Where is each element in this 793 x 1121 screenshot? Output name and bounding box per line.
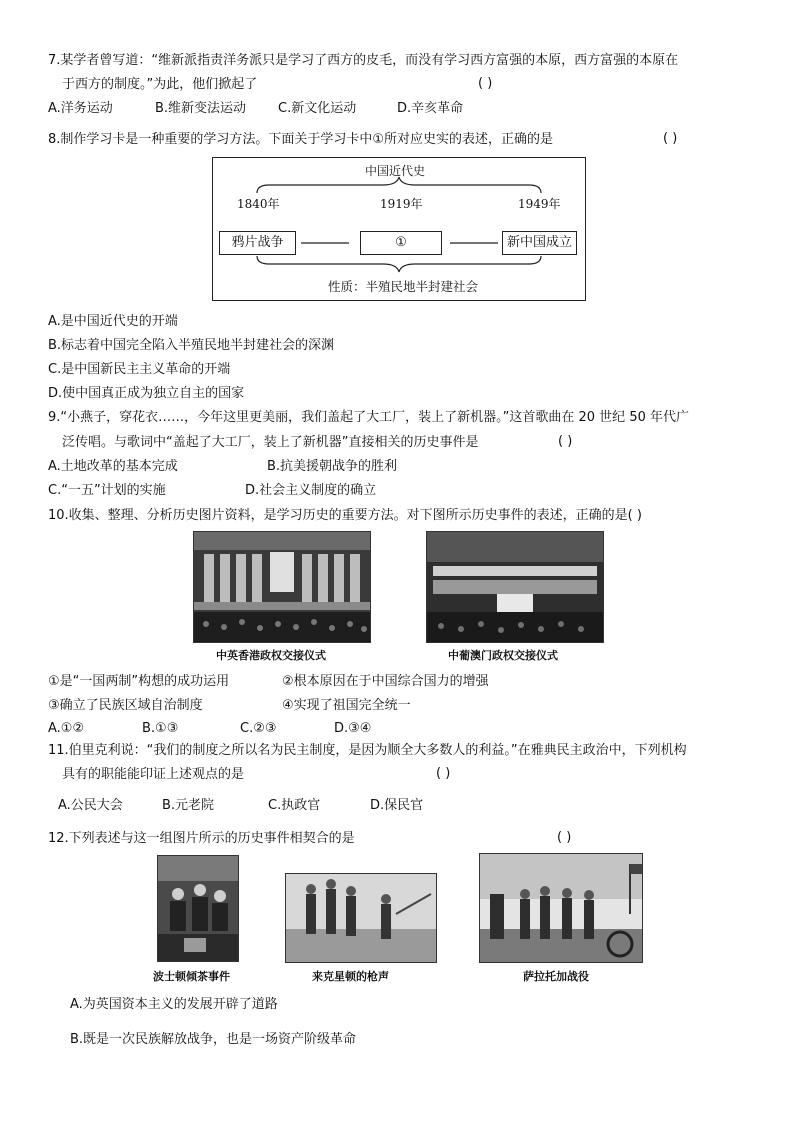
macao-handover-image — [427, 532, 603, 642]
q12-stem: 12.下列表述与这一组图片所示的历史事件相契合的是 — [48, 831, 355, 846]
q7-option-d: D.辛亥革命 — [397, 101, 464, 116]
q11-option-b: B.元老院 — [162, 798, 215, 813]
card-top-label: 中国近代史 — [365, 164, 426, 178]
card-year-1919: 1919年 — [380, 197, 423, 211]
q9-stem-line2: 泛传唱。与歌词中“盖起了大工厂，装上了新机器”直接相关的历史事件是 — [62, 435, 479, 450]
q11-option-d: D.保民官 — [370, 798, 424, 813]
card-box-blank: ① — [360, 231, 442, 255]
boston-tea-party-image — [158, 856, 238, 961]
card-nature: 性质：半殖民地半封建社会 — [328, 279, 479, 294]
q10-option-b: B.①③ — [142, 721, 179, 736]
q8-option-b: B.标志着中国完全陷入半殖民地半封建社会的深渊 — [48, 338, 335, 353]
q10-statement-1: ①是“一国两制”构想的成功运用 — [48, 674, 230, 689]
q8-option-c: C.是中国新民主主义革命的开端 — [48, 362, 231, 377]
q11-answer-bracket: ( ) — [436, 766, 451, 781]
q10-statement-4: ④实现了祖国完全统一 — [282, 698, 411, 713]
q11-option-c: C.执政官 — [268, 798, 321, 813]
q10-statement-3: ③确立了民族区域自治制度 — [48, 698, 203, 713]
q7-answer-bracket: ( ) — [478, 76, 493, 91]
card-year-1949: 1949年 — [518, 197, 561, 211]
q11-stem-line1: 11.伯里克利说：“我们的制度之所以名为民主制度，是因为顺全大多数人的利益。”在雅典民主政治中，下列机构 — [48, 743, 687, 758]
saratoga-image — [480, 854, 642, 962]
card-box-new-china: 新中国成立 — [502, 231, 577, 255]
q8-stem: 8.制作学习卡是一种重要的学习方法。下面关于学习卡中①所对应史实的表述，正确的是 — [48, 132, 554, 147]
hong-kong-handover-image — [194, 532, 370, 642]
macao-handover-photo — [426, 531, 604, 643]
q10-option-c: C.②③ — [240, 721, 277, 736]
q7-stem-line1: 7.某学者曾写道：“维新派指责洋务派只是学习了西方的皮毛，而没有学习西方富强的本原，西方富强的本原在 — [48, 53, 679, 68]
hong-kong-handover-photo — [193, 531, 371, 643]
q10-option-d: D.③④ — [334, 721, 372, 736]
q10-statement-2: ②根本原因在于中国综合国力的增强 — [282, 674, 489, 689]
q8-option-a: A.是中国近代史的开端 — [48, 314, 178, 329]
q8-option-d: D.使中国真正成为独立自主的国家 — [48, 386, 245, 401]
caption-macao: 中葡澳门政权交接仪式 — [448, 649, 558, 662]
q7-option-c: C.新文化运动 — [278, 101, 357, 116]
caption-hong-kong: 中英香港政权交接仪式 — [216, 649, 326, 662]
boston-tea-party-photo — [157, 855, 239, 962]
q12-option-a: A.为英国资本主义的发展开辟了道路 — [70, 997, 278, 1012]
q10-stem: 10.收集、整理、分析历史图片资料，是学习历史的重要方法。对下图所示历史事件的表述，正确的是( ) — [48, 508, 642, 523]
q9-option-d: D.社会主义制度的确立 — [245, 483, 377, 498]
caption-lexington: 来克星顿的枪声 — [312, 970, 389, 983]
caption-boston: 波士顿倾茶事件 — [153, 970, 230, 983]
lexington-image — [286, 874, 436, 962]
q8-answer-bracket: ( ) — [663, 131, 678, 146]
q12-answer-bracket: ( ) — [557, 830, 572, 845]
q10-option-a: A.①② — [48, 721, 85, 736]
q9-answer-bracket: ( ) — [558, 434, 573, 449]
saratoga-photo — [479, 853, 643, 963]
q12-option-b: B.既是一次民族解放战争，也是一场资产阶级革命 — [70, 1032, 357, 1047]
q11-option-a: A.公民大会 — [58, 798, 123, 813]
q7-option-a: A.洋务运动 — [48, 101, 113, 116]
study-card-diagram — [212, 157, 586, 301]
q9-option-c: C.“一五”计划的实施 — [48, 483, 166, 498]
q11-stem-line2: 具有的职能能印证上述观点的是 — [62, 767, 245, 782]
q7-stem-line2: 于西方的制度。”为此，他们掀起了 — [62, 77, 258, 92]
q7-option-b: B.维新变法运动 — [155, 101, 247, 116]
q9-stem-line1: 9.“小燕子，穿花衣……，今年这里更美丽，我们盖起了大工厂，装上了新机器。”这首歌曲在 20 世纪 50 年代广 — [48, 410, 689, 425]
q9-option-b: B.抗美援朝战争的胜利 — [267, 459, 398, 474]
card-year-1840: 1840年 — [237, 197, 280, 211]
caption-saratoga: 萨拉托加战役 — [523, 970, 589, 983]
card-box-opium-war: 鸦片战争 — [219, 231, 296, 255]
q9-option-a: A.土地改革的基本完成 — [48, 459, 178, 474]
lexington-photo — [285, 873, 437, 963]
